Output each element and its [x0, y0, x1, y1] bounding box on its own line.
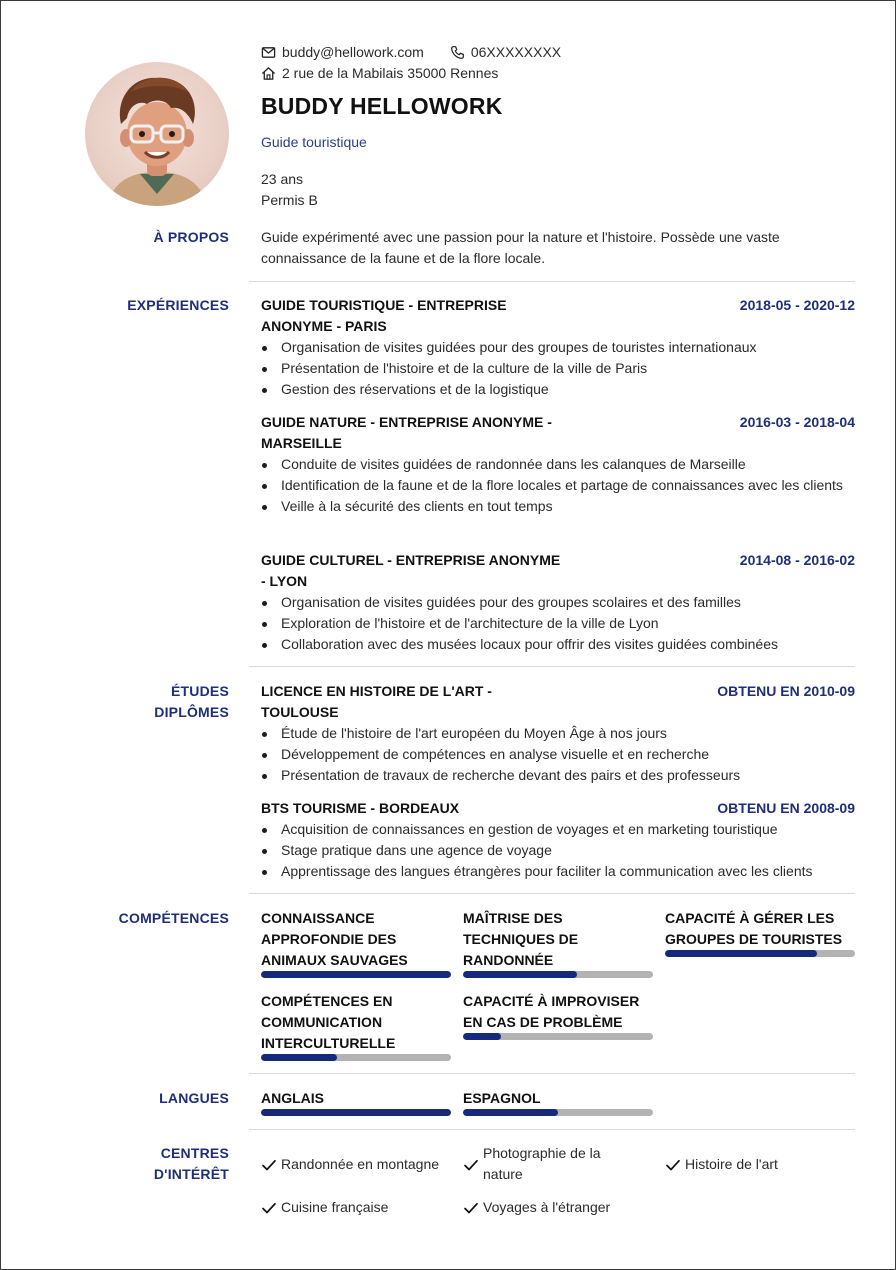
phone-icon: [450, 45, 465, 60]
section-label-skills: COMPÉTENCES: [118, 910, 229, 926]
interest-label: Randonnée en montagne: [281, 1156, 440, 1172]
interest-label: Histoire de l'art: [685, 1156, 778, 1172]
skill-name-line: CAPACITÉ À IMPROVISER: [463, 993, 640, 1009]
divider: [249, 1073, 855, 1074]
driving-license: Permis B: [261, 192, 318, 208]
divider: [249, 281, 855, 282]
section-label-line: CENTRES: [160, 1145, 229, 1161]
skill-level-fill: [665, 950, 817, 957]
experience-title-line: ANONYME - PARIS: [261, 318, 387, 334]
email-text[interactable]: buddy@hellowork.com: [282, 44, 424, 60]
education-title-line: BTS TOURISME - BORDEAUX: [261, 800, 460, 816]
skill-name-line: COMPÉTENCES EN: [261, 993, 393, 1009]
skill-level-bar: [463, 971, 653, 978]
language-level-fill: [463, 1109, 558, 1116]
list-item: Gestion des réservations et de la logistique: [261, 379, 855, 400]
experience-bullets: [261, 592, 855, 655]
experience-title-line: GUIDE NATURE - ENTREPRISE ANONYME -: [261, 414, 552, 430]
list-item: Organisation de visites guidées pour des groupes de touristes internationaux: [261, 337, 855, 358]
experience-title-line: MARSEILLE: [261, 435, 342, 451]
skill-level-bar: [261, 1054, 451, 1061]
candidate-name: BUDDY HELLOWORK: [261, 93, 503, 119]
experience-bullets: [261, 454, 855, 517]
list-item: Veille à la sécurité des clients en tout temps: [261, 496, 855, 517]
skill-item: [261, 991, 451, 1061]
skill-name-line: COMMUNICATION: [261, 1014, 383, 1030]
language-level-bar: [261, 1109, 451, 1116]
skill-name-line: MAÎTRISE DES: [463, 910, 563, 926]
section-label-languages: LANGUES: [159, 1090, 229, 1106]
skill-item: [665, 908, 855, 957]
experience-title: [261, 295, 561, 337]
experience-bullets: [261, 337, 855, 400]
check-icon: [665, 1157, 681, 1173]
interest-label: Cuisine française: [281, 1199, 389, 1215]
education-bullets: [261, 819, 855, 882]
home-icon: [261, 66, 276, 81]
language-level-fill: [261, 1109, 451, 1116]
education-title-line: TOULOUSE: [261, 704, 339, 720]
address-text: 2 rue de la Mabilais 35000 Rennes: [282, 65, 499, 81]
interest-label: Voyages à l'étranger: [483, 1199, 611, 1215]
list-item: Stage pratique dans une agence de voyage: [261, 840, 855, 861]
education-title: [261, 681, 561, 723]
interest-item: [463, 1143, 601, 1185]
divider: [249, 1129, 855, 1130]
skill-name-line: RANDONNÉE: [463, 952, 554, 968]
skill-item: [463, 908, 653, 978]
skill-name-line: TECHNIQUES DE: [463, 931, 579, 947]
skill-name-line: APPROFONDIE DES: [261, 931, 397, 947]
section-label-experiences: EXPÉRIENCES: [127, 297, 229, 313]
skill-item: [463, 991, 653, 1040]
skill-name-line: INTERCULTURELLE: [261, 1035, 396, 1051]
skill-name-line: CAPACITÉ À GÉRER LES: [665, 910, 835, 926]
section-label-line: ÉTUDES: [171, 683, 229, 699]
language-name: ESPAGNOL: [463, 1090, 541, 1106]
list-item: Apprentissage des langues étrangères pour faciliter la communication avec les clients: [261, 861, 855, 882]
skill-level-bar: [463, 1033, 653, 1040]
interest-label: [483, 1143, 601, 1185]
section-label-education: [154, 681, 229, 723]
divider: [249, 666, 855, 667]
skill-level-fill: [463, 1033, 501, 1040]
skill-level-bar: [665, 950, 855, 957]
skill-level-bar: [261, 971, 451, 978]
avatar: [85, 62, 229, 206]
language-item: [261, 1088, 451, 1116]
language-level-bar: [463, 1109, 653, 1116]
skill-name-line: ANIMAUX SAUVAGES: [261, 952, 408, 968]
language-item: [463, 1088, 653, 1116]
experience-date: 2018-05 - 2020-12: [739, 297, 855, 313]
about-text: Guide expérimenté avec une passion pour la nature et l'histoire. Possède une vaste connaissance de la faune et de la flore locale.: [261, 229, 780, 266]
experience-date: 2016-03 - 2018-04: [739, 414, 855, 430]
check-icon: [463, 1200, 479, 1216]
envelope-icon: [261, 45, 276, 60]
list-item: Présentation de travaux de recherche devant des pairs et des professeurs: [261, 765, 855, 786]
skill-level-fill: [261, 1054, 337, 1061]
list-item: Étude de l'histoire de l'art européen du Moyen Âge à nos jours: [261, 723, 855, 744]
contact-row: [261, 43, 561, 61]
experience-title-line: GUIDE CULTUREL - ENTREPRISE ANONYME: [261, 552, 561, 568]
list-item: Présentation de l'histoire et de la culture de la ville de Paris: [261, 358, 855, 379]
experience-title: [261, 412, 561, 454]
age: 23 ans: [261, 171, 304, 187]
divider: [249, 893, 855, 894]
interest-item: [261, 1154, 439, 1175]
education-title-line: LICENCE EN HISTOIRE DE L'ART -: [261, 683, 492, 699]
interest-item: [261, 1197, 388, 1218]
list-item: Conduite de visites guidées de randonnée dans les calanques de Marseille: [261, 454, 855, 475]
list-item: Développement de compétences en analyse visuelle et en recherche: [261, 744, 855, 765]
list-item: Acquisition de connaissances en gestion de voyages et en marketing touristique: [261, 819, 855, 840]
language-name: ANGLAIS: [261, 1090, 324, 1106]
education-date: OBTENU EN 2010-09: [717, 683, 855, 699]
job-title: Guide touristique: [261, 134, 367, 150]
interest-label-line: Photographie de la: [483, 1145, 601, 1161]
skill-name-line: GROUPES DE TOURISTES: [665, 931, 843, 947]
check-icon: [463, 1157, 479, 1173]
check-icon: [261, 1200, 277, 1216]
interest-label-line: nature: [483, 1166, 523, 1182]
skill-level-fill: [463, 971, 577, 978]
list-item: Collaboration avec des musées locaux pour offrir des visites guidées combinées: [261, 634, 855, 655]
experience-title-line: GUIDE TOURISTIQUE - ENTREPRISE: [261, 297, 507, 313]
list-item: Organisation de visites guidées pour des groupes scolaires et des familles: [261, 592, 855, 613]
education-title: [261, 798, 561, 819]
check-icon: [261, 1157, 277, 1173]
section-label-interests: [154, 1143, 229, 1185]
experience-title-line: - LYON: [261, 573, 308, 589]
phone-text[interactable]: 06XXXXXXXX: [470, 44, 562, 60]
section-label-line: D'INTÉRÊT: [153, 1166, 229, 1182]
skill-name-line: EN CAS DE PROBLÈME: [463, 1014, 623, 1030]
list-item: Exploration de l'histoire et de l'architecture de la ville de Lyon: [261, 613, 855, 634]
skill-item: [261, 908, 451, 978]
skill-name-line: CONNAISSANCE: [261, 910, 375, 926]
experience-date: 2014-08 - 2016-02: [739, 552, 855, 568]
experience-title: [261, 550, 561, 592]
interest-item: [665, 1154, 778, 1175]
list-item: Identification de la faune et de la flore locales et partage de connaissances avec les clients: [261, 475, 855, 496]
education-bullets: [261, 723, 855, 786]
education-date: OBTENU EN 2008-09: [717, 800, 855, 816]
interest-item: [463, 1197, 610, 1218]
address-row: [261, 64, 498, 82]
section-label-about: À PROPOS: [153, 229, 229, 245]
section-label-line: DIPLÔMES: [154, 704, 229, 720]
skill-level-fill: [261, 971, 451, 978]
